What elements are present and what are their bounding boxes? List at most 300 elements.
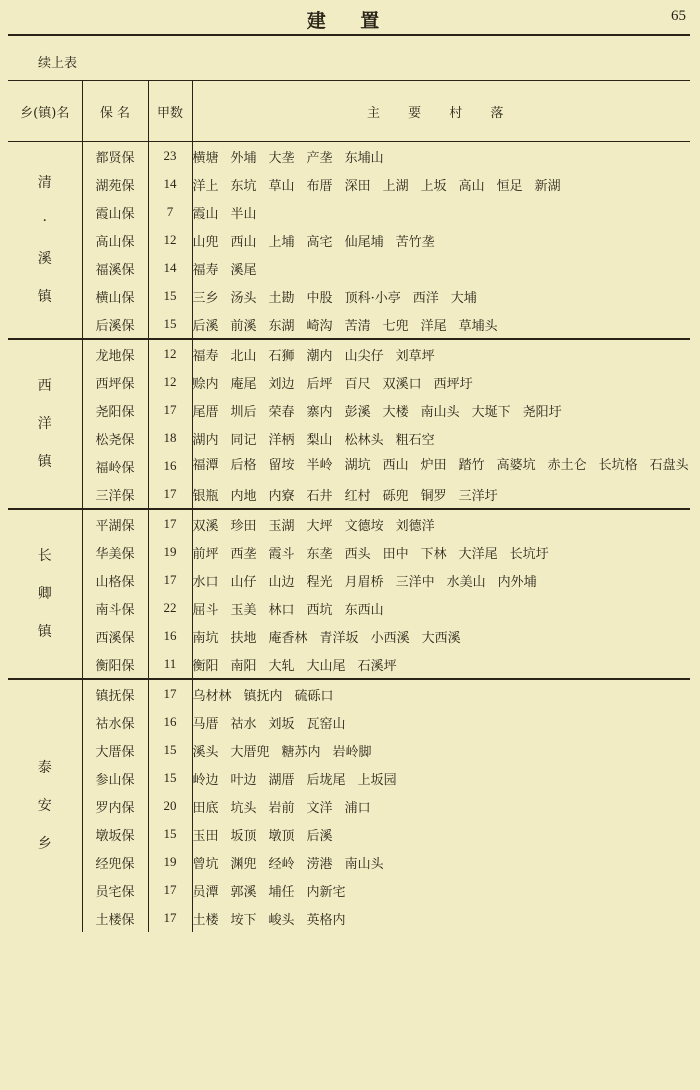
table-row <box>8 480 690 509</box>
header-rule <box>8 34 690 36</box>
village-name: 水口 <box>192 574 219 590</box>
village-name: 彭溪 <box>344 404 371 420</box>
bao-name: 土楼保 <box>82 904 148 932</box>
village-name: 下林 <box>420 546 447 562</box>
village-name: 留垵 <box>268 458 295 473</box>
village-name: 南阳 <box>230 658 257 674</box>
bao-name: 福岭保 <box>82 452 148 480</box>
village-name: 南山头 <box>420 404 460 420</box>
bao-name: 后溪保 <box>82 310 148 339</box>
jia-count: 17 <box>148 480 192 509</box>
village-name: 梨山 <box>306 432 333 448</box>
village-name: 恒足 <box>496 178 523 194</box>
village-name: 草山 <box>268 178 295 194</box>
village-name: 横塘 <box>192 150 219 166</box>
village-name: 圳后 <box>230 404 257 420</box>
township-char: 镇 <box>37 624 52 640</box>
village-name: 上坂 <box>420 178 447 194</box>
bao-name: 都贤保 <box>82 142 148 171</box>
village-name: 乌材林 <box>192 688 232 704</box>
jia-count: 18 <box>148 424 192 452</box>
village-name: 湖厝 <box>268 772 295 788</box>
village-list <box>192 310 690 339</box>
village-name: 山尖仔 <box>344 348 384 364</box>
table-row <box>8 396 690 424</box>
village-name: 上坂园 <box>357 772 397 788</box>
village-name: 埔任 <box>268 884 295 900</box>
village-name: 石井 <box>306 488 333 504</box>
continued-label: 续上表 <box>38 56 78 71</box>
village-name: 石盘头 <box>649 458 689 473</box>
village-name: 松林头 <box>344 432 384 448</box>
township-name <box>8 509 82 679</box>
village-list <box>192 509 690 538</box>
village-name: 尧阳圩 <box>522 404 562 420</box>
village-name: 产垄 <box>306 150 333 166</box>
jia-count: 17 <box>148 509 192 538</box>
village-register-table <box>8 80 690 932</box>
village-list <box>192 282 690 310</box>
village-list <box>192 198 690 226</box>
bao-name: 松尧保 <box>82 424 148 452</box>
village-name: 涝港 <box>306 856 333 872</box>
bao-name: 西溪保 <box>82 622 148 650</box>
village-name: 玉美 <box>230 602 257 618</box>
village-list <box>192 368 690 396</box>
jia-count: 16 <box>148 622 192 650</box>
village-name: 西头 <box>344 546 371 562</box>
village-name: 上埔 <box>268 234 295 250</box>
village-name: 南坑 <box>192 630 219 646</box>
village-name: 庵香林 <box>268 630 308 646</box>
village-name: 三洋中 <box>395 574 435 590</box>
village-name: 仙尾埔 <box>344 234 384 250</box>
village-name: 内外埔 <box>497 574 537 590</box>
bao-name: 大厝保 <box>82 736 148 764</box>
village-name: 文洋 <box>306 800 333 816</box>
township-char: 乡 <box>37 836 52 852</box>
village-name: 霞山 <box>192 206 219 222</box>
village-name: 寨内 <box>306 404 333 420</box>
bao-name: 福溪保 <box>82 254 148 282</box>
table-row <box>8 198 690 226</box>
bao-name: 祜水保 <box>82 708 148 736</box>
village-name: 玉湖 <box>268 518 295 534</box>
village-list <box>192 254 690 282</box>
village-name: 后坪 <box>306 376 333 392</box>
table-row <box>8 708 690 736</box>
table-row <box>8 226 690 254</box>
village-list <box>192 226 690 254</box>
jia-count: 17 <box>148 566 192 594</box>
village-name: 洋柄 <box>268 432 295 448</box>
village-name: 新湖 <box>534 178 561 194</box>
village-name: 刘草坪 <box>395 348 435 364</box>
bao-name: 湖苑保 <box>82 170 148 198</box>
village-list <box>192 708 690 736</box>
village-name: 深田 <box>344 178 371 194</box>
village-name: 溪头 <box>192 744 219 760</box>
bao-name: 尧阳保 <box>82 396 148 424</box>
village-name: 马厝 <box>192 716 219 732</box>
village-name: 炉田 <box>420 458 447 473</box>
village-name: 渊兜 <box>230 856 257 872</box>
village-name: 汤头 <box>230 290 257 306</box>
village-name: 英格内 <box>306 912 346 928</box>
village-name: 小西溪 <box>370 630 410 646</box>
village-name: 长坑格 <box>598 458 638 473</box>
jia-count: 19 <box>148 848 192 876</box>
village-list <box>192 650 690 679</box>
village-name: 崎沟 <box>306 318 333 334</box>
village-name: 文德垵 <box>344 518 384 534</box>
village-name: 砾兜 <box>382 488 409 504</box>
village-name: 西坑 <box>306 602 333 618</box>
village-name: 内新宅 <box>306 884 346 900</box>
jia-count: 12 <box>148 368 192 396</box>
jia-count: 20 <box>148 792 192 820</box>
table-row <box>8 736 690 764</box>
header-township: 乡(镇)名 <box>8 81 82 142</box>
village-name: 长坑圩 <box>509 546 549 562</box>
jia-count: 17 <box>148 876 192 904</box>
jia-count: 16 <box>148 708 192 736</box>
jia-count: 22 <box>148 594 192 622</box>
village-list <box>192 594 690 622</box>
village-name: 洋上 <box>192 178 219 194</box>
header-jia: 甲数 <box>148 81 192 142</box>
village-name: 石狮 <box>268 348 295 364</box>
village-name: 镇抚内 <box>243 688 283 704</box>
village-name: 霞斗 <box>268 546 295 562</box>
table-row <box>8 792 690 820</box>
township-char: 泰 <box>37 760 52 776</box>
village-name: 铜罗 <box>420 488 447 504</box>
village-name: 福寿 <box>192 348 219 364</box>
jia-count: 15 <box>148 282 192 310</box>
village-name: 七兜 <box>382 318 409 334</box>
header-villages: 主 要 村 落 <box>192 81 690 142</box>
village-list <box>192 792 690 820</box>
village-name: 后溪 <box>192 318 219 334</box>
village-name: 青洋坂 <box>319 630 359 646</box>
village-name: 西山 <box>230 234 257 250</box>
village-name: 玉田 <box>192 828 219 844</box>
village-name: 东湖 <box>268 318 295 334</box>
bao-name: 员宅保 <box>82 876 148 904</box>
village-name: 荣春 <box>268 404 295 420</box>
table-row <box>8 566 690 594</box>
township-char: 长 <box>37 548 52 564</box>
jia-count: 12 <box>148 339 192 368</box>
bao-name: 华美保 <box>82 538 148 566</box>
bao-name: 横山保 <box>82 282 148 310</box>
village-list <box>192 736 690 764</box>
page-header <box>0 0 700 36</box>
village-name: 同记 <box>230 432 257 448</box>
table-row <box>8 368 690 396</box>
village-name: 顶科·小亭 <box>344 290 401 306</box>
village-name: 湖坑 <box>344 458 371 473</box>
township-name <box>8 339 82 509</box>
village-list <box>192 679 690 708</box>
village-name: 山边 <box>268 574 295 590</box>
village-name: 土楼 <box>192 912 219 928</box>
bao-name: 平湖保 <box>82 509 148 538</box>
village-name: 后格 <box>230 458 257 473</box>
table-row <box>8 876 690 904</box>
township-char: 安 <box>37 798 52 814</box>
village-name: 百尺 <box>344 376 371 392</box>
bao-name: 三洋保 <box>82 480 148 509</box>
page-title: 建 置 <box>306 10 394 32</box>
village-name: 峻头 <box>268 912 295 928</box>
bao-name: 墩坂保 <box>82 820 148 848</box>
village-list <box>192 820 690 848</box>
village-name: 西山 <box>382 458 409 473</box>
village-list <box>192 452 690 480</box>
village-name: 扶地 <box>230 630 257 646</box>
village-name: 大厝兜 <box>230 744 270 760</box>
bao-name: 山格保 <box>82 566 148 594</box>
village-list <box>192 904 690 932</box>
village-name: 大楼 <box>382 404 409 420</box>
table-row <box>8 820 690 848</box>
village-name: 员潭 <box>192 884 219 900</box>
village-name: 屈斗 <box>192 602 219 618</box>
jia-count: 17 <box>148 396 192 424</box>
village-name: 郭溪 <box>230 884 257 900</box>
jia-count: 15 <box>148 764 192 792</box>
village-name: 三洋圩 <box>458 488 498 504</box>
jia-count: 11 <box>148 650 192 679</box>
township-char: 镇 <box>37 454 52 470</box>
village-name: 岩前 <box>268 800 295 816</box>
village-name: 墩顶 <box>268 828 295 844</box>
jia-count: 15 <box>148 820 192 848</box>
bao-name: 南斗保 <box>82 594 148 622</box>
table-row <box>8 142 690 171</box>
township-char: 卿 <box>37 586 52 602</box>
village-name: 程光 <box>306 574 333 590</box>
village-name: 糖苏内 <box>281 744 321 760</box>
village-name: 溪尾 <box>230 262 257 278</box>
township-name <box>8 142 82 340</box>
jia-count: 15 <box>148 736 192 764</box>
village-list <box>192 876 690 904</box>
village-name: 高宅 <box>306 234 333 250</box>
jia-count: 15 <box>148 310 192 339</box>
village-list <box>192 170 690 198</box>
table-header-row <box>8 81 690 142</box>
jia-count: 17 <box>148 679 192 708</box>
header-bao: 保 名 <box>82 81 148 142</box>
jia-count: 12 <box>148 226 192 254</box>
village-name: 内寮 <box>268 488 295 504</box>
village-name: 岭边 <box>192 772 219 788</box>
village-name: 大轧 <box>268 658 295 674</box>
bao-name: 经兜保 <box>82 848 148 876</box>
village-name: 前坪 <box>192 546 219 562</box>
village-name: 田底 <box>192 800 219 816</box>
village-name: 银瓶 <box>192 488 219 504</box>
table-row <box>8 764 690 792</box>
village-name: 南山头 <box>344 856 384 872</box>
table-body <box>8 142 690 933</box>
village-name: 福寿 <box>192 262 219 278</box>
village-name: 双溪 <box>192 518 219 534</box>
village-name: 山仔 <box>230 574 257 590</box>
jia-count: 14 <box>148 170 192 198</box>
village-name: 后垅尾 <box>306 772 346 788</box>
village-list <box>192 566 690 594</box>
village-name: 土勘 <box>268 290 295 306</box>
table-row <box>8 339 690 368</box>
village-name: 上湖 <box>382 178 409 194</box>
township-char: 清 <box>37 175 52 191</box>
table-row <box>8 538 690 566</box>
village-name: 珍田 <box>230 518 257 534</box>
village-name: 刘坂 <box>268 716 295 732</box>
village-name: 福潭 <box>192 458 219 473</box>
village-list <box>192 339 690 368</box>
table-row <box>8 424 690 452</box>
village-name: 坑头 <box>230 800 257 816</box>
village-name: 北山 <box>230 348 257 364</box>
table-row <box>8 282 690 310</box>
village-name: 布厝 <box>306 178 333 194</box>
township-char: 镇 <box>37 289 52 305</box>
village-list <box>192 764 690 792</box>
village-name: 大埔 <box>450 290 477 306</box>
village-name: 西洋 <box>412 290 439 306</box>
village-name: 叶边 <box>230 772 257 788</box>
village-name: 祜水 <box>230 716 257 732</box>
village-name: 半山 <box>230 206 257 222</box>
village-name: 西垄 <box>230 546 257 562</box>
village-name: 瓦窑山 <box>306 716 346 732</box>
township-char: · <box>42 213 47 229</box>
table-row <box>8 509 690 538</box>
village-name: 双溪口 <box>382 376 422 392</box>
village-name: 石溪坪 <box>357 658 397 674</box>
village-list <box>192 622 690 650</box>
table-row <box>8 848 690 876</box>
village-name: 林口 <box>268 602 295 618</box>
village-name: 东坑 <box>230 178 257 194</box>
bao-name: 西坪保 <box>82 368 148 396</box>
bao-name: 霞山保 <box>82 198 148 226</box>
table-row <box>8 170 690 198</box>
village-name: 外埔 <box>230 150 257 166</box>
table-row <box>8 594 690 622</box>
table-row <box>8 904 690 932</box>
village-list <box>192 480 690 509</box>
village-name: 湖内 <box>192 432 219 448</box>
village-name: 大西溪 <box>421 630 461 646</box>
village-name: 大垄 <box>268 150 295 166</box>
table-row <box>8 679 690 708</box>
village-name: 大坪 <box>306 518 333 534</box>
bao-name: 高山保 <box>82 226 148 254</box>
village-name: 衡阳 <box>192 658 219 674</box>
village-name: 赤土仑 <box>547 458 587 473</box>
table-row <box>8 622 690 650</box>
village-name: 苦清 <box>344 318 371 334</box>
village-name: 月眉桥 <box>344 574 384 590</box>
village-name: 田中 <box>382 546 409 562</box>
jia-count: 23 <box>148 142 192 171</box>
village-name: 庵尾 <box>230 376 257 392</box>
village-name: 半岭 <box>306 458 333 473</box>
village-name: 草埔头 <box>458 318 498 334</box>
village-name: 大洋尾 <box>458 546 498 562</box>
village-name: 苦竹垄 <box>395 234 435 250</box>
village-name: 垵下 <box>230 912 257 928</box>
village-name: 前溪 <box>230 318 257 334</box>
village-name: 曾坑 <box>192 856 219 872</box>
township-char: 洋 <box>37 416 52 432</box>
table-row <box>8 650 690 679</box>
village-name: 水美山 <box>446 574 486 590</box>
village-name: 西坪圩 <box>433 376 473 392</box>
township-char: 西 <box>37 378 52 394</box>
table-row <box>8 452 690 480</box>
village-name: 踏竹 <box>458 458 485 473</box>
village-name: 后溪 <box>306 828 333 844</box>
village-name: 东西山 <box>344 602 384 618</box>
jia-count: 19 <box>148 538 192 566</box>
village-name: 中股 <box>306 290 333 306</box>
village-name: 坂顶 <box>230 828 257 844</box>
bao-name: 龙地保 <box>82 339 148 368</box>
village-name: 山兜 <box>192 234 219 250</box>
jia-count: 14 <box>148 254 192 282</box>
village-name: 浦口 <box>344 800 371 816</box>
village-name: 高婆坑 <box>496 458 536 473</box>
village-name: 大埏下 <box>471 404 511 420</box>
jia-count: 7 <box>148 198 192 226</box>
township-name <box>8 679 82 932</box>
village-name: 岩岭脚 <box>332 744 372 760</box>
village-name: 赊内 <box>192 376 219 392</box>
village-list <box>192 424 690 452</box>
village-list <box>192 848 690 876</box>
village-name: 刘德洋 <box>395 518 435 534</box>
village-name: 尾厝 <box>192 404 219 420</box>
bao-name: 镇抚保 <box>82 679 148 708</box>
village-list <box>192 396 690 424</box>
village-name: 高山 <box>458 178 485 194</box>
village-name: 洋尾 <box>420 318 447 334</box>
village-name: 东垄 <box>306 546 333 562</box>
village-name: 刘边 <box>268 376 295 392</box>
village-name: 红村 <box>344 488 371 504</box>
village-name: 三乡 <box>192 290 219 306</box>
village-name: 粗石空 <box>395 432 435 448</box>
village-name: 内地 <box>230 488 257 504</box>
table-row <box>8 254 690 282</box>
bao-name: 参山保 <box>82 764 148 792</box>
village-name: 潮内 <box>306 348 333 364</box>
bao-name: 衡阳保 <box>82 650 148 679</box>
page-number: 65 <box>671 8 686 24</box>
village-list <box>192 538 690 566</box>
jia-count: 17 <box>148 904 192 932</box>
village-name: 东埔山 <box>344 150 384 166</box>
village-name: 硫砾口 <box>294 688 334 704</box>
jia-count: 16 <box>148 452 192 480</box>
